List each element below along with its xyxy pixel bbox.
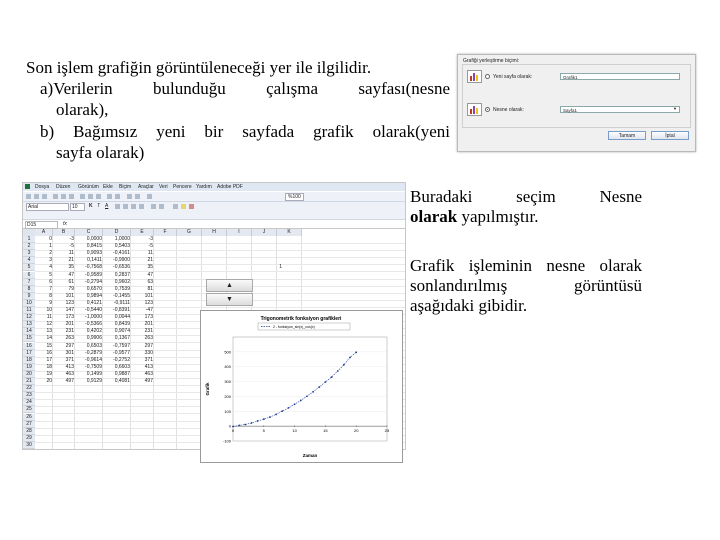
- table-cell[interactable]: -0,7568: [85, 264, 102, 271]
- table-cell[interactable]: 0,9894: [86, 292, 102, 299]
- row-header[interactable]: 28: [23, 428, 35, 435]
- table-cell[interactable]: 0,8415: [86, 243, 102, 250]
- chart-title: Trigonometrik fonksiyon grafikleri: [260, 316, 342, 322]
- result-paragraph: [410, 256, 642, 316]
- table-cell[interactable]: 297: [65, 342, 74, 349]
- table-cell[interactable]: -0,5440: [85, 307, 102, 313]
- align-center-icon[interactable]: [123, 204, 128, 209]
- column-header[interactable]: B: [53, 229, 75, 236]
- table-cell[interactable]: 413: [144, 363, 153, 370]
- chart-wizard-icon[interactable]: [147, 194, 152, 199]
- down-arrow-icon: ▼: [226, 296, 233, 303]
- table-cell[interactable]: 201: [65, 321, 74, 328]
- table-cell[interactable]: -0,4161: [113, 250, 130, 257]
- y-tick-label: -100: [222, 438, 231, 444]
- excel-icon: [25, 184, 30, 189]
- table-cell[interactable]: 371: [144, 356, 153, 363]
- object-label: Nesne olarak:: [493, 107, 524, 113]
- cancel-button[interactable]: İptal: [651, 131, 689, 140]
- table-cell[interactable]: 231: [144, 328, 153, 335]
- y-tick-label: 0: [228, 423, 231, 429]
- table-cell[interactable]: 35: [147, 264, 153, 271]
- data-point: [325, 381, 327, 383]
- table-cell[interactable]: 6: [49, 278, 52, 285]
- table-cell[interactable]: 0,0044: [114, 314, 130, 321]
- select-all-corner[interactable]: [23, 229, 35, 236]
- column-header[interactable]: J: [252, 229, 277, 236]
- column-header[interactable]: D: [103, 229, 131, 236]
- table-cell[interactable]: 0,5403: [114, 243, 130, 250]
- row-header[interactable]: 18: [23, 357, 35, 364]
- spell-icon[interactable]: [69, 194, 74, 199]
- ok-button[interactable]: Tamam: [608, 131, 646, 140]
- dialog-options-group: [462, 64, 691, 128]
- table-cell[interactable]: -0,7509: [85, 363, 102, 370]
- table-cell[interactable]: 173: [144, 314, 153, 321]
- menu-item-format[interactable]: Biçim: [119, 184, 132, 190]
- border-icon[interactable]: [173, 204, 178, 209]
- table-cell[interactable]: 330: [144, 349, 153, 356]
- up-arrow-icon: ▲: [226, 282, 233, 289]
- scroll-up-button[interactable]: [206, 279, 253, 292]
- table-cell[interactable]: -3: [148, 236, 153, 242]
- undo-icon[interactable]: [107, 194, 112, 199]
- x-tick-label: 20: [353, 428, 359, 434]
- table-cell[interactable]: 301: [65, 349, 74, 356]
- row-header[interactable]: 30: [23, 442, 35, 449]
- table-cell[interactable]: 7: [49, 285, 52, 292]
- row-header[interactable]: 9: [23, 293, 35, 300]
- column-header[interactable]: F: [154, 229, 177, 236]
- y-tick-label: 100: [224, 408, 231, 414]
- table-cell[interactable]: -0,9614: [85, 356, 102, 363]
- x-tick-label: 25: [384, 428, 390, 434]
- row-header[interactable]: 8: [23, 286, 35, 293]
- row-header[interactable]: 21: [23, 378, 35, 385]
- table-cell[interactable]: 0,9602: [114, 278, 130, 285]
- table-cell[interactable]: -0,9111: [113, 299, 130, 306]
- table-cell[interactable]: 9: [49, 299, 52, 306]
- table-cell[interactable]: 19: [46, 370, 52, 377]
- table-cell[interactable]: 0,1411: [87, 257, 102, 264]
- font-color-icon[interactable]: [189, 204, 194, 209]
- table-cell[interactable]: 201: [144, 321, 153, 328]
- data-point: [288, 407, 290, 409]
- table-cell[interactable]: 0,6603: [114, 363, 130, 370]
- menu-item-data[interactable]: Veri: [159, 184, 168, 190]
- explanation-line-2: [410, 207, 642, 227]
- table-cell[interactable]: 11: [147, 250, 153, 257]
- bold-icon[interactable]: K: [89, 203, 93, 209]
- autosum-icon[interactable]: [127, 194, 132, 199]
- row-header[interactable]: 20: [23, 371, 35, 378]
- data-point: [349, 356, 351, 358]
- table-cell[interactable]: 0,9129: [86, 378, 102, 384]
- row-header[interactable]: 29: [23, 435, 35, 442]
- paste-icon[interactable]: [96, 194, 101, 199]
- table-cell[interactable]: -0,6536: [113, 264, 130, 271]
- column-header[interactable]: G: [177, 229, 202, 236]
- column-header[interactable]: C: [75, 229, 103, 236]
- result-line-2: sonlandırılmış görüntüsü: [410, 276, 642, 295]
- y-tick-label: 500: [224, 349, 231, 355]
- table-cell[interactable]: 147: [65, 307, 74, 313]
- object-radio[interactable]: [485, 107, 490, 112]
- table-cell[interactable]: 5: [49, 271, 52, 278]
- percent-icon[interactable]: [159, 204, 164, 209]
- sort-icon[interactable]: [135, 194, 140, 199]
- table-cell[interactable]: 231: [65, 328, 74, 335]
- table-cell[interactable]: -3: [69, 236, 74, 242]
- table-cell[interactable]: 497: [65, 378, 74, 384]
- menu-item-insert[interactable]: Ekle: [103, 184, 113, 190]
- align-right-icon[interactable]: [131, 204, 136, 209]
- menu-item-help[interactable]: Yardım: [196, 184, 212, 190]
- table-cell[interactable]: 21: [147, 257, 153, 264]
- menu-bar: [23, 183, 405, 191]
- table-cell[interactable]: 1,0000: [114, 236, 130, 242]
- table-cell[interactable]: 0,2837: [114, 271, 130, 278]
- table-cell[interactable]: 463: [144, 370, 153, 377]
- table-cell[interactable]: 463: [65, 370, 74, 377]
- data-point: [306, 395, 308, 397]
- name-box[interactable]: D15: [25, 221, 58, 229]
- zoom-select[interactable]: %100: [285, 193, 304, 201]
- explanation-line-1: Buradaki seçim Nesne: [410, 187, 642, 206]
- table-cell[interactable]: -5: [148, 243, 153, 250]
- table-cell[interactable]: 0,0000: [86, 236, 102, 242]
- merge-icon[interactable]: [139, 204, 144, 209]
- table-cell[interactable]: 0,4121: [86, 299, 102, 306]
- table-cell[interactable]: -0,7597: [113, 342, 130, 349]
- preview-icon[interactable]: [61, 194, 66, 199]
- row-header[interactable]: 3: [23, 250, 35, 257]
- table-cell[interactable]: 10: [46, 307, 52, 313]
- align-left-icon[interactable]: [115, 204, 120, 209]
- y-tick-label: 300: [224, 379, 231, 385]
- table-cell[interactable]: 297: [144, 342, 153, 349]
- save-icon[interactable]: [42, 194, 47, 199]
- chart-location-dialog: [457, 54, 696, 152]
- table-cell[interactable]: 123: [144, 299, 153, 306]
- row-header[interactable]: 22: [23, 385, 35, 392]
- italic-icon[interactable]: T: [97, 203, 101, 209]
- table-cell[interactable]: 14: [46, 335, 52, 342]
- menu-item-adobe-pdf[interactable]: Adobe PDF: [217, 184, 243, 190]
- table-cell[interactable]: -0,2752: [113, 356, 130, 363]
- table-cell[interactable]: 0: [49, 236, 52, 242]
- table-cell[interactable]: 63: [147, 278, 153, 285]
- table-cell[interactable]: 11: [46, 314, 52, 321]
- data-point: [257, 420, 259, 422]
- data-point: [251, 422, 253, 424]
- x-tick-label: 0: [231, 428, 235, 434]
- table-cell[interactable]: 0,7539: [114, 285, 130, 292]
- table-cell[interactable]: 0,4081: [114, 378, 130, 384]
- x-tick-label: 5: [262, 428, 265, 434]
- data-point: [312, 391, 314, 393]
- table-cell[interactable]: 3: [49, 257, 52, 264]
- row-header[interactable]: 26: [23, 414, 35, 421]
- data-point: [281, 410, 283, 412]
- table-cell[interactable]: 47: [147, 271, 153, 278]
- table-cell[interactable]: -1,0000: [85, 314, 102, 321]
- option-b-line: b) Bağımsız yeni bir sayfada grafik olarak(yeni: [40, 122, 450, 141]
- menu-item-file[interactable]: Dosya: [35, 184, 50, 190]
- table-cell[interactable]: -0,5366: [85, 321, 102, 328]
- table-cell[interactable]: 0,9093: [86, 250, 102, 257]
- data-point: [337, 370, 339, 372]
- dialog-title: Grafiği yerleştirme biçimi:: [463, 58, 520, 64]
- y-tick-label: 200: [224, 393, 231, 399]
- table-cell[interactable]: 11: [68, 250, 74, 257]
- row-header[interactable]: 24: [23, 399, 35, 406]
- table-cell[interactable]: -47: [145, 307, 153, 313]
- copy-icon[interactable]: [88, 194, 93, 199]
- new-sheet-chart-icon: [467, 70, 482, 83]
- table-cell[interactable]: 371: [65, 356, 74, 363]
- data-point: [355, 351, 357, 353]
- font-select[interactable]: Arial: [26, 203, 69, 211]
- table-cell[interactable]: 15: [46, 342, 52, 349]
- data-point: [343, 364, 345, 366]
- y-tick-label: 400: [224, 364, 231, 370]
- data-point: [238, 425, 240, 427]
- row-header[interactable]: 17: [23, 350, 35, 357]
- chart-canvas: [201, 311, 402, 462]
- table-cell[interactable]: 20: [46, 378, 52, 384]
- result-line-3: aşağıdaki gibidir.: [410, 296, 528, 315]
- table-cell[interactable]: 173: [65, 314, 74, 321]
- table-cell[interactable]: 0,1367: [114, 335, 130, 342]
- scroll-down-button[interactable]: [206, 293, 253, 306]
- open-icon[interactable]: [34, 194, 39, 199]
- bold-term: olarak: [410, 207, 458, 226]
- cell-g4[interactable]: 1: [279, 264, 282, 270]
- chevron-down-icon[interactable]: ▼: [673, 106, 677, 111]
- standard-toolbar: [23, 192, 405, 202]
- column-header[interactable]: I: [227, 229, 252, 236]
- table-cell[interactable]: 0,9074: [114, 328, 130, 335]
- row-header[interactable]: 15: [23, 335, 35, 342]
- row-header[interactable]: 1: [23, 236, 35, 243]
- table-cell[interactable]: 79: [68, 285, 74, 292]
- table-cell[interactable]: 81: [147, 285, 153, 292]
- print-icon[interactable]: [53, 194, 58, 199]
- new-sheet-radio[interactable]: [485, 74, 490, 79]
- table-cell[interactable]: 47: [68, 271, 74, 278]
- column-header[interactable]: E: [131, 229, 154, 236]
- row-header[interactable]: 27: [23, 421, 35, 428]
- data-point: [331, 376, 333, 378]
- embedded-chart[interactable]: [200, 310, 403, 463]
- column-header[interactable]: K: [277, 229, 302, 236]
- new-sheet-name-input[interactable]: Grafik1: [560, 73, 680, 80]
- explanation-paragraph: [410, 187, 642, 227]
- table-cell[interactable]: 123: [65, 299, 74, 306]
- new-icon[interactable]: [26, 194, 31, 199]
- table-cell[interactable]: 413: [65, 363, 74, 370]
- table-cell[interactable]: -0,9577: [113, 349, 130, 356]
- table-cell[interactable]: 13: [46, 328, 52, 335]
- menu-item-edit[interactable]: Düzen: [56, 184, 71, 190]
- row-header[interactable]: 7: [23, 279, 35, 286]
- redo-icon[interactable]: [115, 194, 120, 199]
- drawing-toolbar: [23, 211, 405, 220]
- data-point: [300, 400, 302, 402]
- table-cell[interactable]: 61: [68, 278, 74, 285]
- table-cell[interactable]: -0,2879: [85, 349, 102, 356]
- object-sheet-select[interactable]: Sayfa1: [560, 106, 680, 113]
- legend-label: 2 - fonksiyon_sin(x)_cos(x): [273, 325, 315, 329]
- table-cell[interactable]: -5: [69, 243, 74, 250]
- table-cell[interactable]: -0,9900: [113, 257, 130, 264]
- row-header[interactable]: 11: [23, 307, 35, 314]
- currency-icon[interactable]: [151, 204, 156, 209]
- x-tick-label: 10: [292, 428, 297, 434]
- table-cell[interactable]: 0,9887: [114, 370, 130, 377]
- table-cell[interactable]: -0,1455: [113, 292, 130, 299]
- row-header[interactable]: 12: [23, 314, 35, 321]
- table-cell[interactable]: 21: [68, 257, 74, 264]
- table-cell[interactable]: 0,9906: [86, 335, 102, 342]
- row-header[interactable]: 14: [23, 328, 35, 335]
- table-cell[interactable]: 101: [65, 292, 74, 299]
- table-cell[interactable]: 1: [49, 243, 52, 250]
- font-size-select[interactable]: 10: [70, 203, 85, 211]
- option-b-continuation: sayfa olarak): [56, 143, 145, 162]
- table-cell[interactable]: -0,2794: [85, 278, 102, 285]
- explanation-tail: yapılmıştır.: [457, 207, 539, 226]
- row-header[interactable]: 4: [23, 257, 35, 264]
- table-cell[interactable]: 263: [144, 335, 153, 342]
- x-axis-label: Zaman: [302, 453, 318, 458]
- table-cell[interactable]: -0,9589: [85, 271, 102, 278]
- fill-color-icon[interactable]: [181, 204, 186, 209]
- data-point: [263, 418, 265, 420]
- option-a-line: a)Verilerin bulunduğu çalışma sayfası(nesne: [40, 79, 450, 98]
- table-cell[interactable]: 8: [49, 292, 52, 299]
- fx-icon[interactable]: fx: [63, 221, 67, 227]
- object-chart-icon: [467, 103, 482, 116]
- row-header[interactable]: 5: [23, 264, 35, 271]
- row-header[interactable]: 2: [23, 243, 35, 250]
- menu-item-tools[interactable]: Araçlar: [138, 184, 154, 190]
- row-header[interactable]: 6: [23, 272, 35, 279]
- table-cell[interactable]: 101: [144, 292, 153, 299]
- y-axis-label: Grafik: [205, 382, 210, 396]
- data-point: [275, 414, 277, 416]
- table-cell[interactable]: 16: [46, 349, 52, 356]
- row-header[interactable]: 23: [23, 392, 35, 399]
- table-cell[interactable]: -0,8391: [113, 307, 130, 313]
- table-cell[interactable]: 2: [49, 250, 52, 257]
- column-header[interactable]: A: [35, 229, 53, 236]
- table-cell[interactable]: 35: [68, 264, 74, 271]
- underline-icon[interactable]: A: [105, 203, 109, 209]
- table-cell[interactable]: 17: [46, 356, 52, 363]
- menu-item-window[interactable]: Pencere: [173, 184, 192, 190]
- option-a-continuation: olarak),: [56, 100, 109, 119]
- row-header[interactable]: 19: [23, 364, 35, 371]
- table-cell[interactable]: 12: [46, 321, 52, 328]
- cut-icon[interactable]: [80, 194, 85, 199]
- table-cell[interactable]: 0,8439: [114, 321, 130, 328]
- row-header[interactable]: 16: [23, 343, 35, 350]
- row-header[interactable]: 25: [23, 406, 35, 413]
- table-cell[interactable]: 263: [65, 335, 74, 342]
- data-point: [269, 416, 271, 418]
- intro-line: Son işlem grafiğin görüntüleneceği yer ile ilgilidir.: [26, 58, 372, 77]
- table-cell[interactable]: 4: [49, 264, 52, 271]
- data-point: [318, 386, 320, 388]
- menu-item-view[interactable]: Görünüm: [78, 184, 99, 190]
- table-cell[interactable]: 0,1499: [86, 370, 102, 377]
- data-point: [294, 403, 296, 405]
- data-point: [244, 424, 246, 426]
- table-cell[interactable]: 0,6570: [86, 285, 102, 292]
- row-header[interactable]: 10: [23, 300, 35, 307]
- table-cell[interactable]: 0,6503: [86, 342, 102, 349]
- column-header[interactable]: H: [202, 229, 227, 236]
- table-cell[interactable]: 18: [46, 363, 52, 370]
- table-cell[interactable]: 497: [144, 378, 153, 384]
- formula-bar: [23, 220, 405, 229]
- plot-area: [233, 337, 387, 441]
- result-line-1: Grafik işleminin nesne olarak: [410, 256, 642, 275]
- row-header[interactable]: 13: [23, 321, 35, 328]
- table-cell[interactable]: 0,4202: [86, 328, 102, 335]
- new-sheet-label: Yeni sayfa olarak:: [493, 74, 533, 80]
- x-tick-label: 15: [323, 428, 328, 434]
- data-point: [232, 426, 234, 428]
